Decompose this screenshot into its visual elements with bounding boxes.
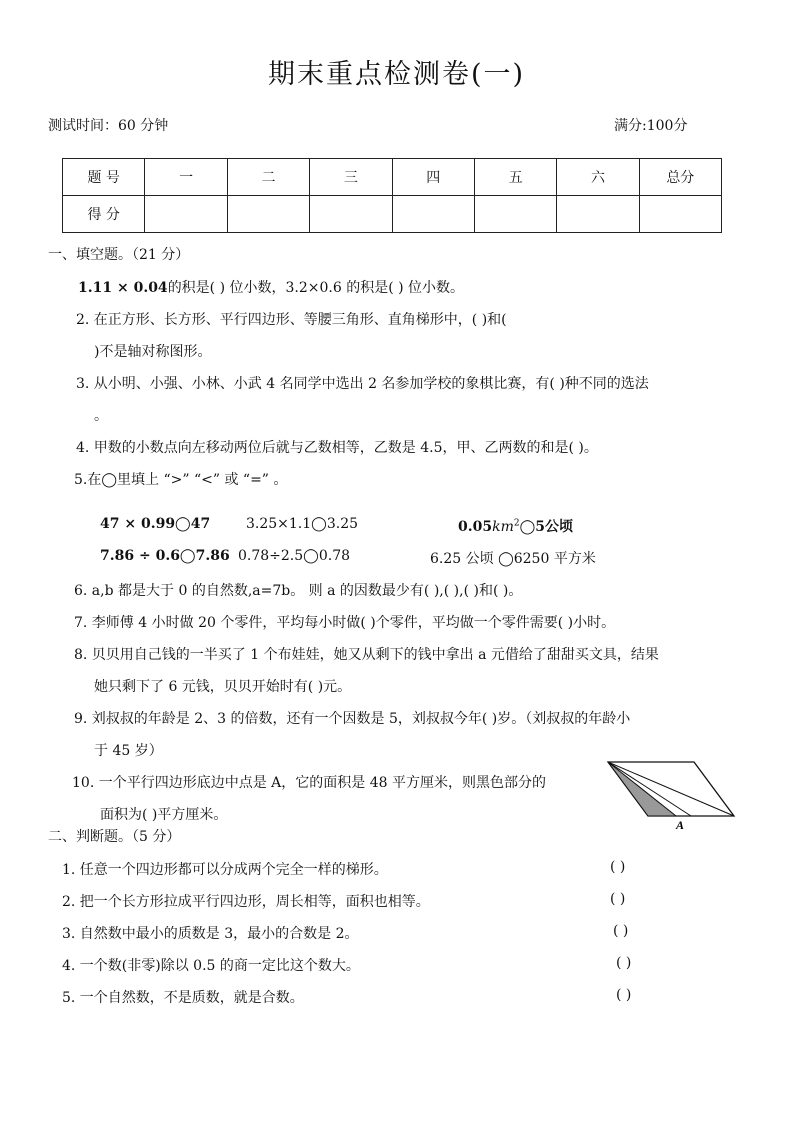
header-cell: 一 xyxy=(145,159,227,196)
q5-item-c-sup: 2 xyxy=(513,518,520,529)
judge-answer-4[interactable]: ( ) xyxy=(616,955,632,971)
q1-text: 的积是( ) 位小数，3.2×0.6 的积是( ) 位小数。 xyxy=(167,280,465,296)
score-table xyxy=(62,158,722,233)
score-cell[interactable] xyxy=(639,196,721,233)
point-a-label: A xyxy=(676,818,685,830)
q1-expression: 1.11 × 0.04 xyxy=(78,280,168,296)
header-cell: 六 xyxy=(557,159,639,196)
shaded-triangle xyxy=(608,762,676,816)
score-cell[interactable] xyxy=(310,196,392,233)
q5-item-f: 6.25 公顷 ◯6250 平方米 xyxy=(430,551,596,567)
q5-item-e: 0.78÷2.5◯0.78 xyxy=(238,548,351,564)
q5-item-c-post: ◯5公顷 xyxy=(519,519,574,535)
question-10-line2: 面积为( )平方厘米。 xyxy=(100,807,228,823)
test-time: 测试时间：60 分钟 xyxy=(48,118,169,134)
header-cell: 四 xyxy=(392,159,474,196)
section2-heading: 二、判断题。（5 分） xyxy=(48,829,181,845)
question-2-line2: )不是轴对称图形。 xyxy=(94,344,212,360)
question-2-line1: 2. 在正方形、长方形、平行四边形、等腰三角形、直角梯形中，( )和( xyxy=(76,312,507,328)
judge-item-1: 1. 任意一个四边形都可以分成两个完全一样的梯形。 xyxy=(62,862,388,878)
header-cell: 题 号 xyxy=(63,159,145,196)
question-3-line1: 3. 从小明、小强、小林、小武 4 名同学中选出 2 名参加学校的象棋比赛，有( )种不同的选法 xyxy=(76,376,649,392)
q5-item-c-pre: 0.05 xyxy=(458,519,493,535)
diagonal-line xyxy=(608,762,734,816)
score-cell[interactable] xyxy=(557,196,639,233)
question-3-line2: 。 xyxy=(94,408,108,424)
header-cell: 二 xyxy=(227,159,309,196)
q5-item-a: 47 × 0.99◯47 xyxy=(100,516,211,532)
question-4: 4. 甲数的小数点向左移动两位后就与乙数相等，乙数是 4.5，甲、乙两数的和是( )。 xyxy=(76,440,598,456)
section1-heading: 一、填空题。（21 分） xyxy=(48,247,190,263)
score-cell[interactable] xyxy=(227,196,309,233)
score-table-score-row xyxy=(63,196,722,233)
score-table-header-row xyxy=(63,159,722,196)
score-cell[interactable] xyxy=(145,196,227,233)
judge-item-5: 5. 一个自然数，不是质数，就是合数。 xyxy=(62,990,304,1006)
question-9-line1: 9. 刘叔叔的年龄是 2、3 的倍数，还有一个因数是 5，刘叔叔今年( )岁。（刘叔叔的年龄小 xyxy=(74,711,631,727)
header-cell: 五 xyxy=(474,159,556,196)
q5-item-b: 3.25×1.1◯3.25 xyxy=(246,516,359,532)
q5-item-c-unit: km xyxy=(492,519,514,535)
score-cell[interactable] xyxy=(392,196,474,233)
question-6: 6. a,b 都是大于 0 的自然数,a=7b。 则 a 的因数最少有( ),( ),( )和( )。 xyxy=(74,583,523,599)
question-1 xyxy=(78,277,464,297)
question-7: 7. 李师傅 4 小时做 20 个零件，平均每小时做( )个零件，平均做一个零件需要( )小时。 xyxy=(74,615,616,631)
question-5-heading: 5.在◯里填上 “>” “<” 或 “=” 。 xyxy=(74,472,288,488)
q5-item-c xyxy=(458,516,573,536)
row-label-cell: 得 分 xyxy=(63,196,145,233)
judge-answer-2[interactable]: ( ) xyxy=(610,891,626,907)
question-9-line2: 于 45 岁） xyxy=(94,743,163,759)
judge-answer-5[interactable]: ( ) xyxy=(616,987,632,1003)
full-score: 满分:100分 xyxy=(614,118,688,134)
judge-answer-1[interactable]: ( ) xyxy=(610,859,626,875)
judge-item-2: 2. 把一个长方形拉成平行四边形，周长相等，面积也相等。 xyxy=(62,894,430,910)
question-8-line1: 8. 贝贝用自己钱的一半买了 1 个布娃娃，她又从剩下的钱中拿出 a 元借给了甜甜买文具，结果 xyxy=(74,647,659,663)
header-cell: 三 xyxy=(310,159,392,196)
page-title: 期末重点检测卷(一) xyxy=(267,59,526,90)
judge-item-4: 4. 一个数(非零)除以 0.5 的商一定比这个数大。 xyxy=(62,958,360,974)
question-10-line1: 10. 一个平行四边形底边中点是 A，它的面积是 48 平方厘米，则黑色部分的 xyxy=(72,775,546,791)
header-cell: 总分 xyxy=(639,159,721,196)
parallelogram-figure xyxy=(606,758,738,830)
judge-answer-3[interactable]: ( ) xyxy=(613,923,629,939)
judge-item-3: 3. 自然数中最小的质数是 3，最小的合数是 2。 xyxy=(62,926,359,942)
question-8-line2: 她只剩下了 6 元钱，贝贝开始时有( )元。 xyxy=(94,679,352,695)
q5-item-d: 7.86 ÷ 0.6◯7.86 xyxy=(100,548,230,564)
score-cell[interactable] xyxy=(474,196,556,233)
